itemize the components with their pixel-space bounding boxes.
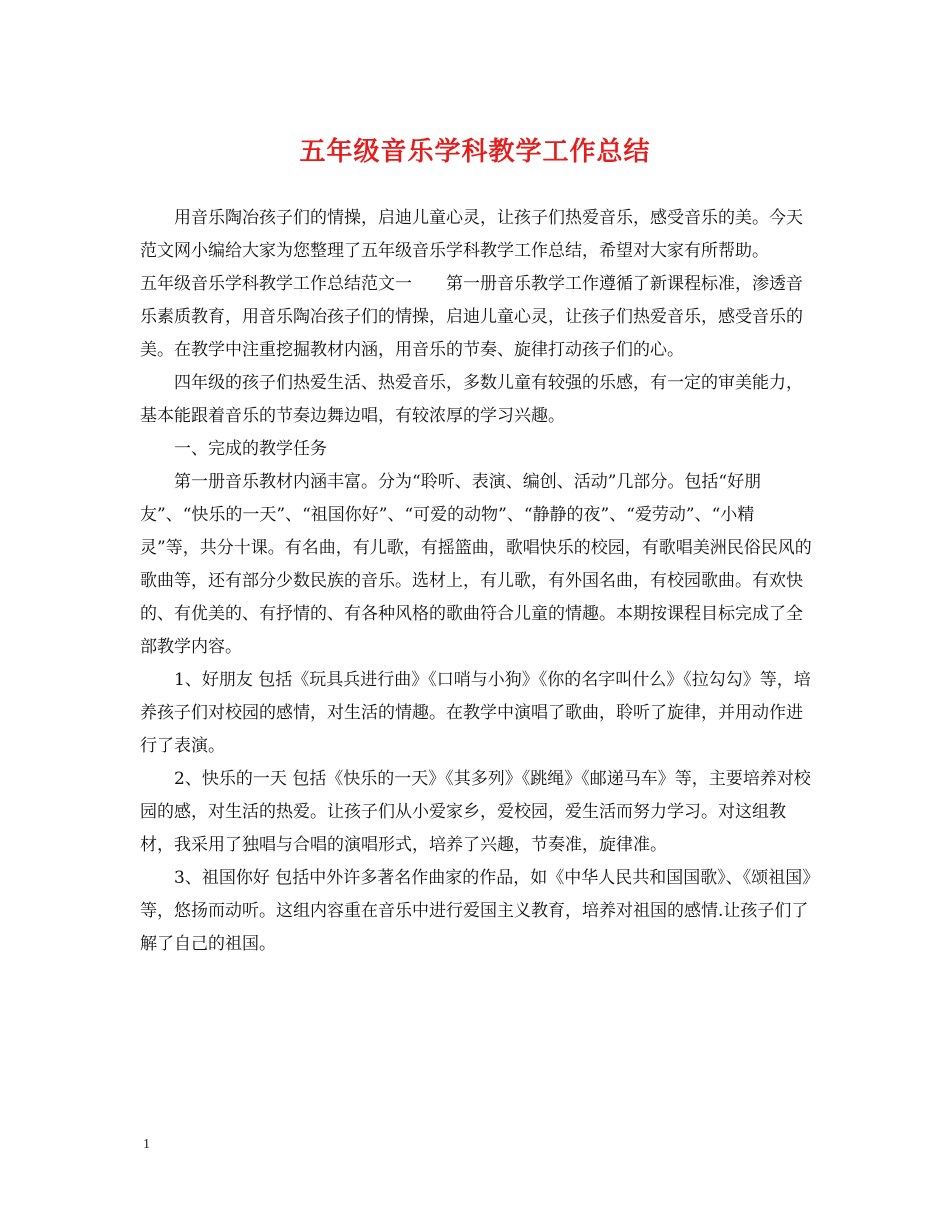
paragraph-students: 四年级的孩子们热爱生活、热爱音乐，多数儿童有较强的乐感，有一定的审美能力，基本能跟着音乐的节奏边舞边唱，有较浓厚的学习兴趣。	[140, 373, 803, 426]
paragraph-materials: 第一册音乐教材内涵丰富。分为“聆听、表演、编创、活动”几部分。包括“好朋友”、“快乐的一天”、“祖国你好”、“可爱的动物”、“静静的夜”、“爱劳动”、“小精灵”等，共分十课。有名曲，有儿歌，有摇篮曲，歌唱快乐的校园，有歌唱美洲民俗民风的歌曲等，还有部分少数民族的音乐。选材上，有儿歌，有外国名曲，有校园歌曲。有欢快的、有优美的、有抒情的、有各种风格的歌曲符合儿童的情趣。本期按课程目标完成了全部教学内容。	[140, 472, 812, 657]
page-number: 1	[143, 1137, 150, 1152]
paragraph-item-1: 1、好朋友 包括《玩具兵进行曲》《口哨与小狗》《你的名字叫什么》《拉勾勾》等，培养孩子们对校园的感情，对生活的情趣。在教学中演唱了歌曲，聆听了旋律，并用动作进行了表演。	[140, 670, 811, 756]
paragraph-intro: 用音乐陶冶孩子们的情操，启迪儿童心灵，让孩子们热爱音乐，感受音乐的美。今天范文网小编给大家为您整理了五年级音乐学科教学工作总结，希望对大家有所帮助。	[140, 208, 803, 261]
section-heading: 一、完成的教学任务	[174, 439, 327, 459]
paragraph-item-3: 3、祖国你好 包括中外许多著名作曲家的作品，如《中华人民共和国国歌》、《颂祖国》等，悠扬而动听。这组内容重在音乐中进行爱国主义教育，培养对祖国的感情.让孩子们了解了自己的祖国。	[140, 868, 811, 954]
document-title: 五年级音乐学科教学工作总结	[299, 137, 651, 167]
paragraph-item-2: 2、快乐的一天 包括《快乐的一天》《其多列》《跳绳》《邮递马车》等，主要培养对校园的感，对生活的热爱。让孩子们从小爱家乡，爱校园，爱生活而努力学习。对这组教材，我采用了独唱与合唱的演唱形式，培养了兴趣，节奏准，旋律准。	[140, 769, 811, 855]
paragraph-sample-one: 五年级音乐学科教学工作总结范文一 第一册音乐教学工作遵循了新课程标准，渗透音乐素质教育，用音乐陶冶孩子们的情操，启迪儿童心灵，让孩子们热爱音乐，感受音乐的美。在教学中注重挖掘教材内涵，用音乐的节奏、旋律打动孩子们的心。	[140, 274, 803, 360]
document-body	[140, 202, 812, 961]
